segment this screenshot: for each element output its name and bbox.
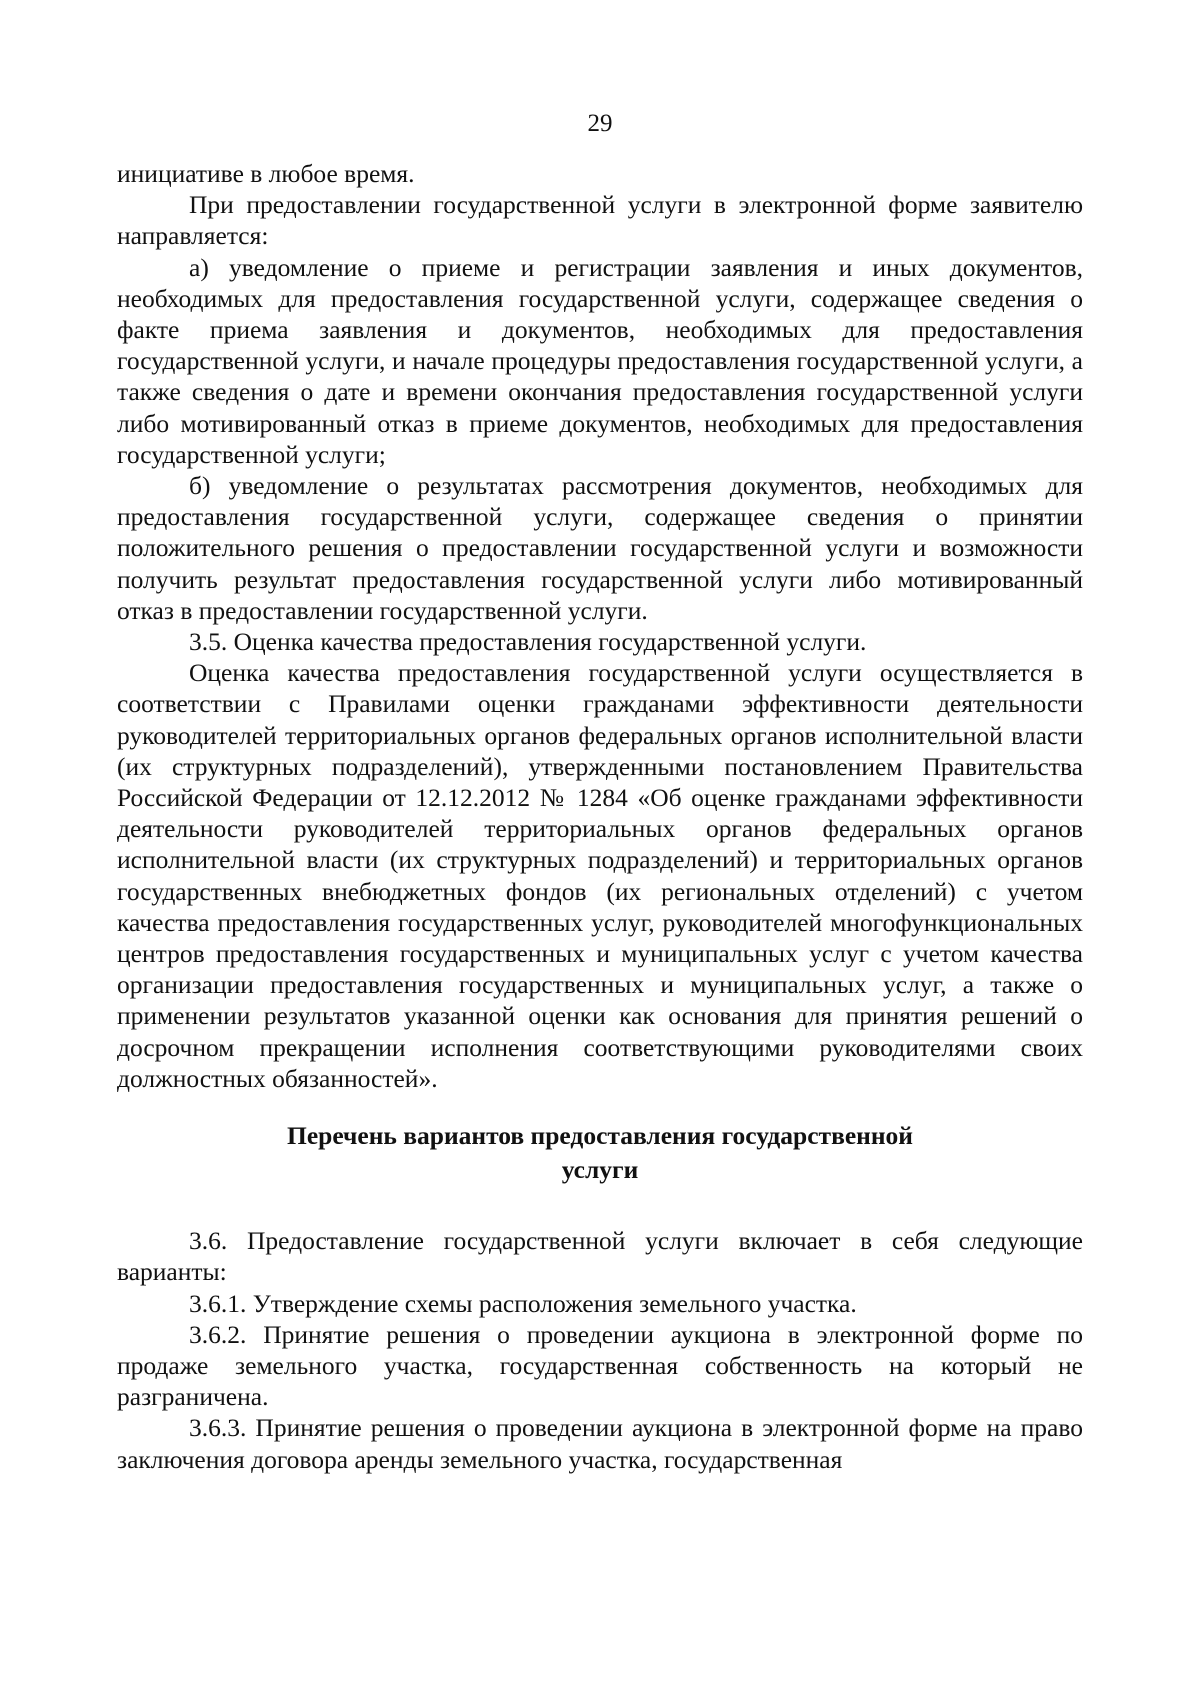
section-heading (117, 1119, 1083, 1187)
paragraph-electronic-notice: При предоставлении государственной услуги в электронной форме заявителю направляется: (117, 190, 1083, 251)
paragraph-item-a: а) уведомление о приеме и регистрации заявления и иных документов, необходимых для предоставления государственной услуги, содержащее сведения о факте приема заявления и документов, необходимых для предоставления государственной услуги, и начале процедуры предоставления государственной услуги, а также сведения о дате и времени окончания предоставления государственной услуги либо мотивированный отказ в приеме документов, необходимых для предоставления государственной услуги; (117, 252, 1083, 469)
section-heading-line-1: Перечень вариантов предоставления государственной (287, 1121, 913, 1151)
paragraph-section-3-6-3: 3.6.3. Принятие решения о проведении аукциона в электронной форме на право заключения договора аренды земельного участка, государственная (117, 1413, 1083, 1474)
document-body (117, 158, 1083, 1475)
paragraph-section-3-6-2: 3.6.2. Принятие решения о проведении аукциона в электронной форме по продаже земельного участка, государственная собственность на который не разграничена. (117, 1319, 1083, 1412)
paragraph-section-3-5: 3.5. Оценка качества предоставления государственной услуги. (189, 627, 867, 657)
paragraph-quality-assessment: Оценка качества предоставления государственной услуги осуществляется в соответствии с Правилами оценки гражданами эффективности деятельности руководителей территориальных органов федеральных органов исполнительной власти (их структурных подразделений), утвержденными постановлением Правительства Российской Федерации от 12.12.2012 № 1284 «Об оценке гражданами эффективности деятельности руководителей территориальных органов федеральных органов исполнительной власти (их структурных подразделений) и территориальных органов государственных внебюджетных фондов (их региональных отделений) с учетом качества предоставления государственных услуг, руководителей многофункциональных центров предоставления государственных и муниципальных услуг с учетом качества организации предоставления государственных и муниципальных услуг, а также о применении результатов указанной оценки как основания для принятия решений о досрочном прекращении исполнения соответствующими руководителями своих должностных обязанностей». (117, 658, 1083, 1093)
paragraph-item-b: б) уведомление о результатах рассмотрения документов, необходимых для предоставления государственной услуги, содержащее сведения о принятии положительного решения о предоставлении государственной услуги и возможности получить результат предоставления государственной услуги либо мотивированный отказ в предоставлении государственной услуги. (117, 471, 1083, 625)
paragraph-section-3-6: 3.6. Предоставление государственной услуги включает в себя следующие варианты: (117, 1226, 1083, 1287)
paragraph-section-3-6-1: 3.6.1. Утверждение схемы расположения земельного участка. (189, 1288, 857, 1318)
section-heading-line-2: услуги (561, 1155, 639, 1185)
page-number: 29 (587, 110, 613, 137)
paragraph-continuation: инициативе в любое время. (117, 159, 415, 188)
